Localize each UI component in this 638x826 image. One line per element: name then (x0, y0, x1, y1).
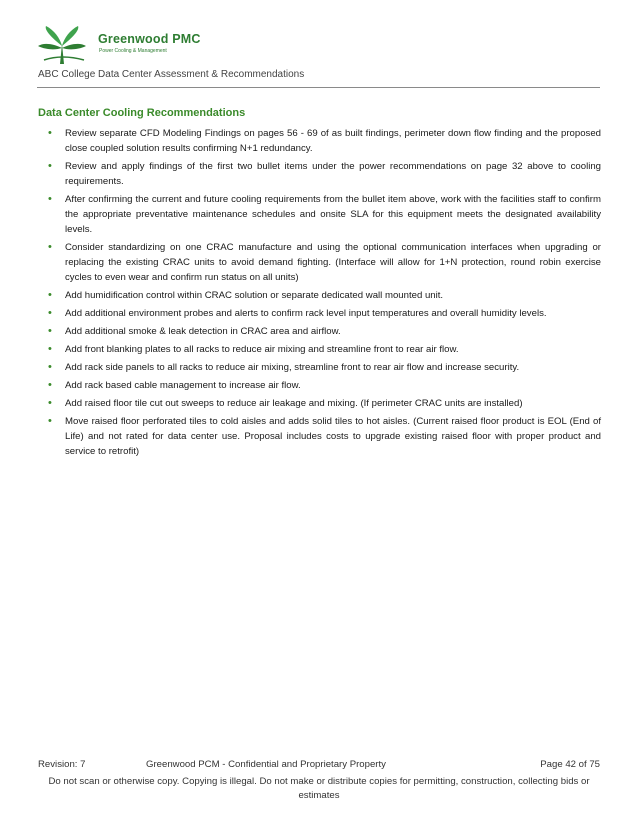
list-item (38, 360, 601, 375)
header-divider (37, 87, 600, 88)
tree-leaf-icon (36, 26, 96, 66)
bullet-icon: • (48, 325, 52, 337)
list-item-text: Add additional environment probes and alerts to confirm rack level input temperatures and overall humidity levels. (65, 308, 547, 319)
list-item (38, 159, 601, 189)
list-item (38, 396, 601, 411)
footer-revision: Revision: 7 (38, 759, 86, 770)
bullet-icon: • (48, 361, 52, 373)
list-item (38, 324, 601, 339)
bullet-icon: • (48, 307, 52, 319)
bullet-icon: • (48, 289, 52, 301)
section-title: Data Center Cooling Recommendations (38, 107, 246, 119)
page-footer (38, 759, 600, 773)
list-item (38, 306, 601, 321)
list-item (38, 288, 601, 303)
footer-confidential: Greenwood PCM - Confidential and Proprietary Property (146, 759, 386, 770)
list-item-text: Move raised floor perforated tiles to cold aisles and adds solid tiles to hot aisles. (Current raised floor product is EOL (End of Life) and not rated for data center use. Proposal includes costs to upgrade existing raised floor with proper product and service to retrofit) (65, 416, 601, 457)
list-item (38, 378, 601, 393)
list-item (38, 342, 601, 357)
footer-copy-notice: Do not scan or otherwise copy. Copying is illegal. Do not make or distribute copies for permitting, construction, collecting bids or estimates (48, 776, 590, 801)
company-logo (36, 26, 201, 66)
list-item-text: Add raised floor tile cut out sweeps to reduce air leakage and mixing. (If perimeter CRAC units are installed) (65, 398, 523, 409)
list-item-text: Review and apply findings of the first two bullet items under the power recommendations on page 32 above to cooling requirements. (65, 161, 601, 187)
bullet-icon: • (48, 397, 52, 409)
list-item-text: Consider standardizing on one CRAC manufacture and using the optional communication interfaces when upgrading or replacing the existing CRAC units to avoid demand fighting. (Interface will allow for 1+N protection, round robin exercise cycles to even wear and confirm run status on all units) (65, 242, 601, 283)
list-item-text: Add humidification control within CRAC solution or separate dedicated wall mounted unit. (65, 290, 444, 301)
list-item (38, 414, 601, 459)
recommendation-list (38, 126, 601, 462)
logo-name: Greenwood PMC (98, 32, 201, 46)
bullet-icon: • (48, 379, 52, 391)
bullet-icon: • (48, 193, 52, 205)
logo-tagline: Power Cooling & Management (99, 48, 167, 54)
list-item (38, 240, 601, 285)
list-item (38, 192, 601, 237)
footer-page-number: Page 42 of 75 (540, 759, 600, 770)
bullet-icon: • (48, 241, 52, 253)
list-item-text: Add additional smoke & leak detection in CRAC area and airflow. (65, 326, 341, 337)
list-item-text: Add rack based cable management to increase air flow. (65, 380, 301, 391)
document-header-title: ABC College Data Center Assessment & Recommendations (38, 69, 305, 80)
list-item-text: Add front blanking plates to all racks to reduce air mixing and streamline front to rear air flow. (65, 344, 459, 355)
bullet-icon: • (48, 127, 52, 139)
list-item-text: Review separate CFD Modeling Findings on pages 56 - 69 of as built findings, perimeter down flow finding and the proposed close coupled solution results confirming N+1 redundancy. (65, 128, 601, 154)
bullet-icon: • (48, 415, 52, 427)
list-item-text: After confirming the current and future cooling requirements from the bullet item above, work with the facilities staff to confirm the appropriate preventative maintenance schedules and onsite SLA for this equipment meets the designated availability levels. (65, 194, 601, 235)
bullet-icon: • (48, 343, 52, 355)
list-item-text: Add rack side panels to all racks to reduce air mixing, streamline front to rear air flow and increase security. (65, 362, 520, 373)
list-item (38, 126, 601, 156)
bullet-icon: • (48, 160, 52, 172)
